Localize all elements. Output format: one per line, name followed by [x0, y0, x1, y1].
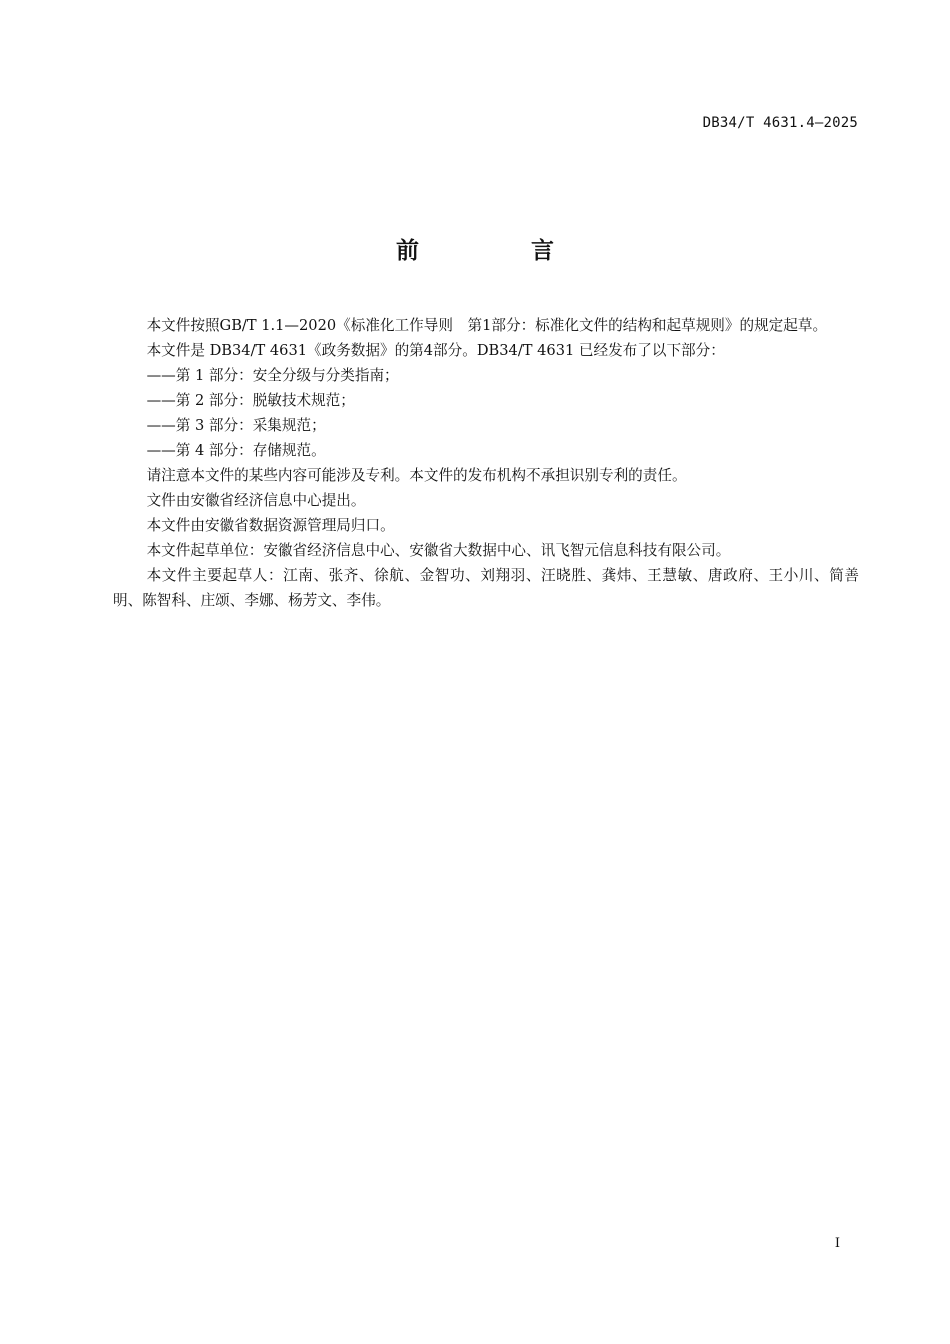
paragraph-series-intro: 本文件是 DB34/T 4631《政务数据》的第4部分。DB34/T 4631 已经发布了以下部分：	[146, 342, 725, 359]
page-title: 前 言	[395, 238, 606, 264]
paragraph-proposer: 文件由安徽省经济信息中心提出。	[146, 492, 366, 509]
foreword-body	[113, 313, 859, 613]
document-code: DB34/T 4631.4—2025	[702, 115, 858, 131]
paragraph-drafting-rules: 本文件按照GB/T 1.1—2020《标准化工作导则 第1部分：标准化文件的结构和起草规则》的规定起草。	[146, 317, 828, 334]
list-item-part-1: ——第 1 部分：安全分级与分类指南；	[146, 367, 399, 384]
paragraph-drafting-units: 本文件起草单位：安徽省经济信息中心、安徽省大数据中心、讯飞智元信息科技有限公司。	[146, 542, 731, 559]
paragraph-drafters: 本文件主要起草人：江南、张齐、徐航、金智功、刘翔羽、汪晓胜、龚炜、王慧敏、唐政府、王小川、简善明、陈智科、庄颂、李娜、杨芳文、李伟。	[113, 567, 859, 609]
list-item-part-4: ——第 4 部分：存储规范。	[146, 442, 326, 459]
paragraph-patent-notice: 请注意本文件的某些内容可能涉及专利。本文件的发布机构不承担识别专利的责任。	[146, 467, 687, 484]
list-item-part-3: ——第 3 部分：采集规范；	[146, 417, 326, 434]
page-number: I	[834, 1236, 840, 1251]
paragraph-administrator: 本文件由安徽省数据资源管理局归口。	[146, 517, 395, 534]
list-item-part-2: ——第 2 部分：脱敏技术规范；	[146, 392, 355, 409]
